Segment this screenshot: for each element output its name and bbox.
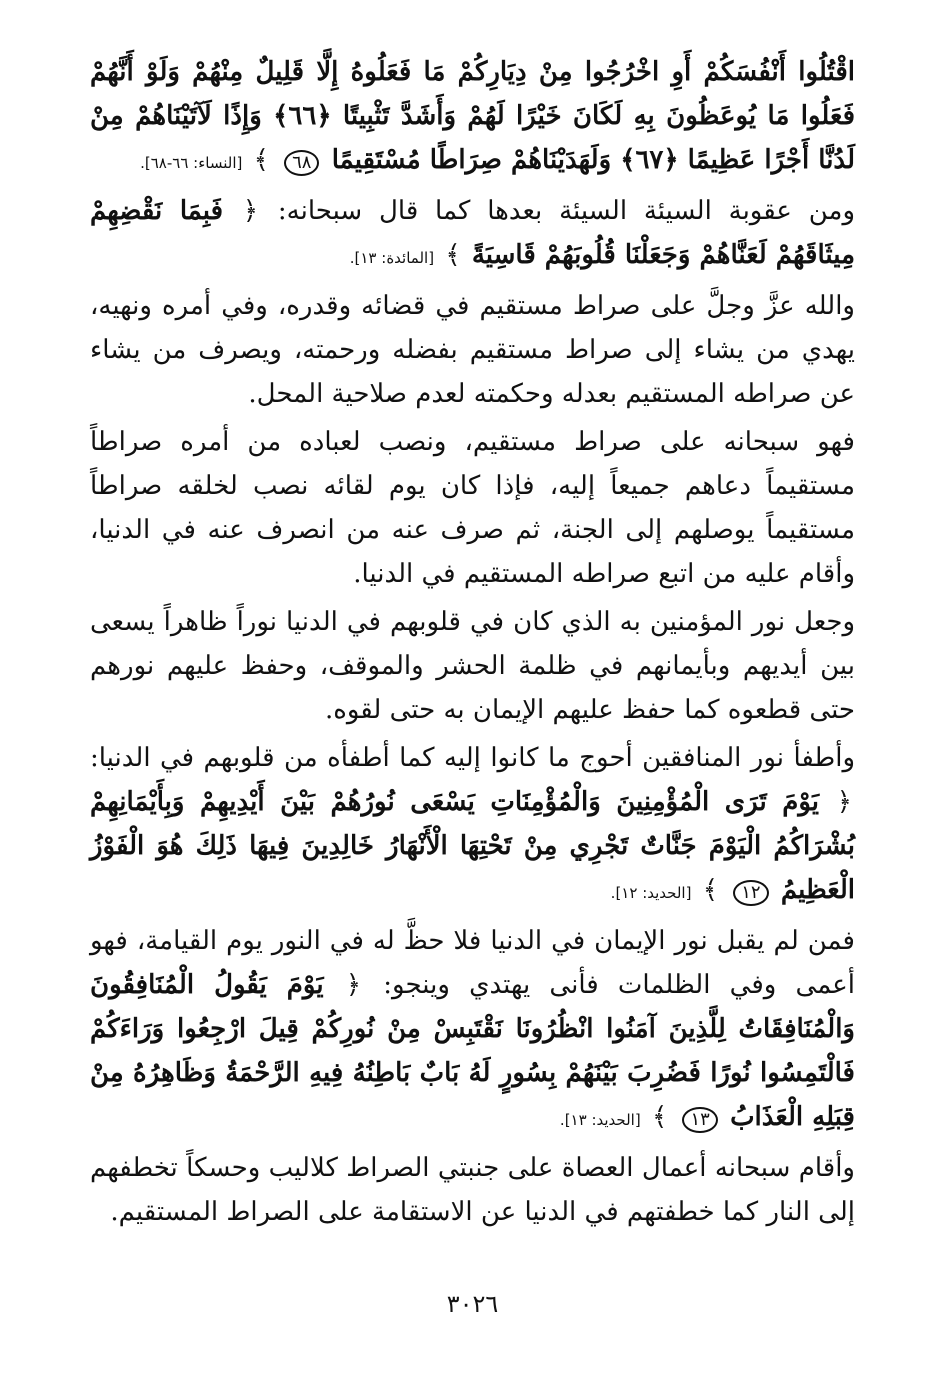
verse-close-ornament: ﴾ bbox=[702, 875, 718, 905]
paragraph-believers-light: وجعل نور المؤمنين به الذي كان في قلوبهم في الدنيا نوراً ظاهراً يسعى بين أيديهم وبأيمانهم في ظلمة الحشر والموقف، وحفظ عليهم نورهم حتى قطعوه كما حفظ عليهم الإيمان به حتى لقوه. bbox=[90, 607, 855, 725]
verse-open-ornament: ﴿ bbox=[836, 787, 852, 817]
quran-verse: فَبِمَا نَقْضِهِمْ مِيثَاقَهُمْ لَعَنَّاهُمْ وَجَعَلْنَا قُلُوبَهُمْ قَاسِيَةً bbox=[90, 196, 855, 270]
paragraph-intro: وأطفأ نور المنافقين أحوج ما كانوا إليه كما أطفأه من قلوبهم في الدنيا: bbox=[90, 743, 855, 773]
paragraph-sinners-hooks: وأقام سبحانه أعمال العصاة على جنبتي الصراط كلاليب وحسكاً تخطفهم إلى النار كما خطفتهم في الدنيا عن الاستقامة على الصراط المستقيم. bbox=[90, 1153, 855, 1227]
page-body bbox=[90, 50, 855, 1238]
verse-close-ornament: ﴾ bbox=[651, 1102, 668, 1132]
paragraph-straight-path: فهو سبحانه على صراط مستقيم، ونصب لعباده من أمره صراطاً مستقيماً دعاهم جميعاً إليه، فإذا كان يوم لقائه نصب لخلقه صراطاً مستقيماً يوصلهم إلى الجنة، ثم صرف عنه من انصرف عنه في الدنيا، وأقام عليه من اتبع صراطه المستقيم في الدنيا. bbox=[90, 427, 855, 589]
verse-close-ornament: ﴾ bbox=[445, 240, 461, 270]
verse-reference: [الحديد: ١٣]. bbox=[559, 1111, 641, 1129]
page-number: ٣٠٢٦ bbox=[446, 1290, 499, 1318]
ayah-number-marker: ٦٨ bbox=[284, 150, 319, 176]
verse-reference: [الحديد: ١٢]. bbox=[610, 884, 692, 902]
paragraph-divine-path: والله عزَّ وجلَّ على صراط مستقيم في قضائه وقدره، وفي أمره ونهيه، يهدي من يشاء إلى صراط مستقيم بفضله ورحمته، ويصرف من يشاء عن صراطه المستقيم بعدله وحكمته لعدم صلاحية المحل. bbox=[90, 291, 855, 409]
verse-close-ornament: ﴾ bbox=[253, 145, 269, 175]
paragraph-punishment bbox=[90, 189, 855, 280]
quran-verse: يَوْمَ تَرَى الْمُؤْمِنِينَ وَالْمُؤْمِنَاتِ يَسْعَى نُورُهُمْ بَيْنَ أَيْدِيهِمْ وَبِأَيْمَانِهِمْ بُشْرَاكُمُ الْيَوْمَ جَنَّاتٌ تَجْرِي مِنْ تَحْتِهَا الْأَنْهَارُ خَالِدِينَ فِيهَا ذَلِكَ هُوَ الْفَوْزُ الْعَظِيمُ bbox=[90, 787, 855, 905]
verse-open-ornament: ﴿ bbox=[345, 970, 362, 1000]
quran-verse: يَوْمَ يَقُولُ الْمُنَافِقُونَ وَالْمُنَافِقَاتُ لِلَّذِينَ آمَنُوا انْظُرُونَا نَقْتَبِسْ مِنْ نُورِكُمْ قِيلَ ارْجِعُوا وَرَاءَكُمْ فَالْتَمِسُوا نُورًا فَضُرِبَ بَيْنَهُمْ بِسُورٍ لَهُ بَابٌ بَاطِنُهُ فِيهِ الرَّحْمَةُ وَظَاهِرُهُ مِنْ قِبَلِهِ الْعَذَابُ bbox=[90, 970, 855, 1132]
paragraph-intro: فمن لم يقبل نور الإيمان في الدنيا فلا حظَّ له في النور يوم القيامة، فهو أعمى وفي الظلمات فأنى يهتدي وينجو: bbox=[90, 926, 855, 1000]
ayah-number-marker: ١٣ bbox=[682, 1107, 717, 1133]
paragraph-intro: ومن عقوبة السيئة السيئة بعدها كما قال سبحانه: bbox=[277, 196, 855, 226]
ayah-number-marker: ١٢ bbox=[733, 880, 768, 906]
paragraph-hypocrites-light bbox=[90, 736, 855, 915]
paragraph-no-light bbox=[90, 919, 855, 1142]
quran-verse: اقْتُلُوا أَنْفُسَكُمْ أَوِ اخْرُجُوا مِنْ دِيَارِكُمْ مَا فَعَلُوهُ إِلَّا قَلِيلٌ مِنْهُمْ وَلَوْ أَنَّهُمْ فَعَلُوا مَا يُوعَظُونَ بِهِ لَكَانَ خَيْرًا لَهُمْ وَأَشَدَّ تَثْبِيتًا ﴿٦٦﴾ وَإِذًا لَآتَيْنَاهُمْ مِنْ لَدُنَّا أَجْرًا عَظِيمًا ﴿٦٧﴾ وَلَهَدَيْنَاهُمْ صِرَاطًا مُسْتَقِيمًا bbox=[90, 57, 855, 175]
paragraph-nisa-verses bbox=[90, 50, 855, 185]
verse-open-ornament: ﴿ bbox=[242, 196, 259, 226]
verse-reference: [النساء: ٦٦-٦٨]. bbox=[140, 154, 243, 172]
verse-reference: [المائدة: ١٣]. bbox=[349, 249, 435, 267]
